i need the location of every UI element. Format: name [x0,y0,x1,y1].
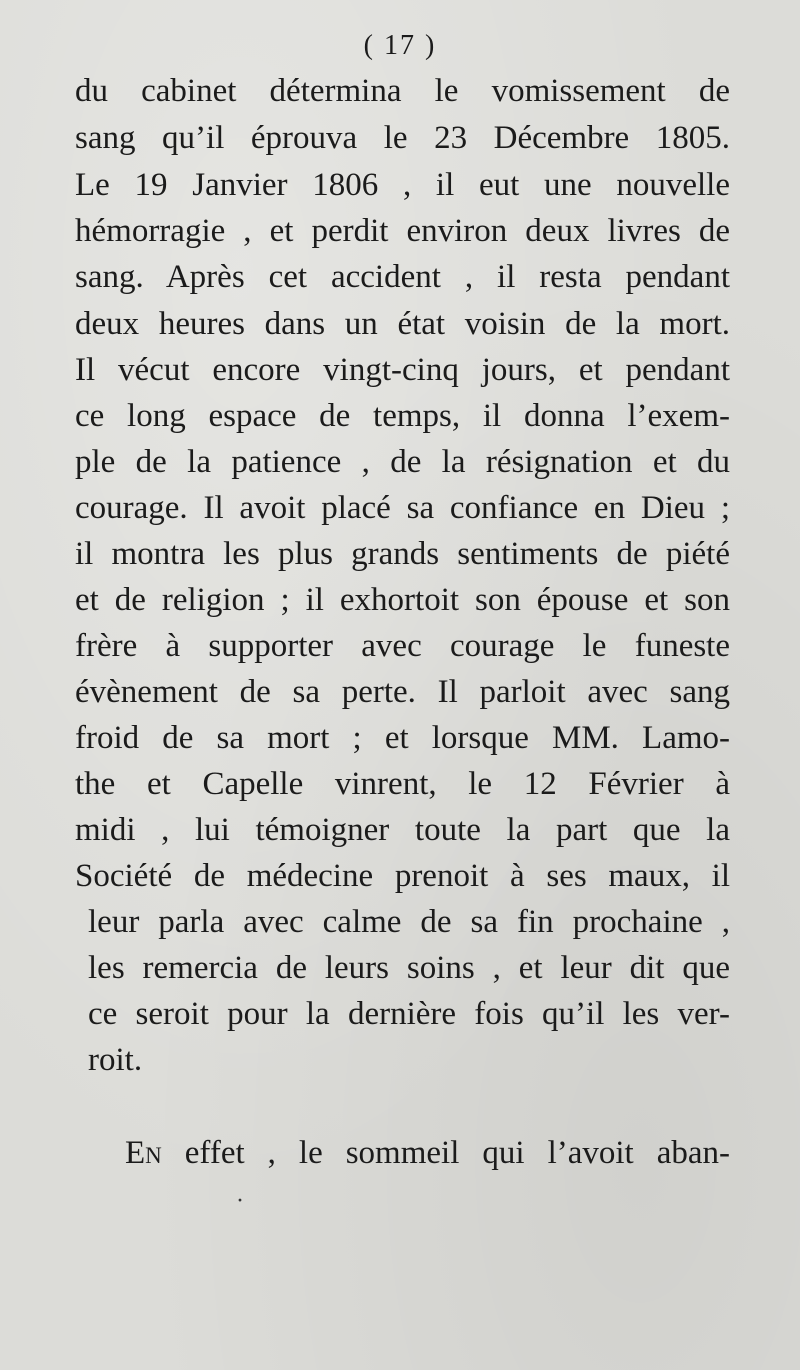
text-line: sang. Après cet accident , il resta pendant [75,259,730,295]
text-line: deux heures dans un état voisin de la mort. [75,306,730,342]
drop-word: En [125,1135,162,1171]
text-line: froid de sa mort ; et lorsque MM. Lamo- [75,720,730,756]
text-line: hémorragie , et perdit environ deux livres de [75,213,730,249]
paragraph-start-line [125,1130,730,1176]
text-line: midi , lui témoigner toute la part que la [75,812,730,848]
ink-speck: · [236,1188,244,1214]
text-line: roit. [88,1042,143,1078]
text-line: ple de la patience , de la résignation et du [75,444,730,480]
text-line: du cabinet détermina le vomissement de [75,73,730,109]
text-line: sang qu’il éprouva le 23 Décembre 1805. [75,120,730,156]
text-line: frère à supporter avec courage le funeste [75,628,730,664]
text-line: les remercia de leurs soins , et leur dit que [88,950,730,986]
text-line: Il vécut encore vingt-cinq jours, et pendant [75,352,730,388]
text-line: il montra les plus grands sentiments de piété [75,536,730,572]
text-line: courage. Il avoit placé sa confiance en Dieu ; [75,490,730,526]
text-line: ce seroit pour la dernière fois qu’il les ver- [88,996,730,1032]
text-line: évènement de sa perte. Il parloit avec sang [75,674,730,710]
text-line: Société de médecine prenoit à ses maux, il [75,858,730,894]
text-line-rest: effet , le sommeil qui l’avoit aban- [161,1135,730,1171]
text-line: ce long espace de temps, il donna l’exem- [75,398,730,434]
text-line: leur parla avec calme de sa fin prochaine , [88,904,730,940]
page-number: ( 17 ) [363,30,437,61]
text-line: the et Capelle vinrent, le 12 Février à [75,766,730,802]
text-line: et de religion ; il exhortoit son épouse et son [75,582,730,618]
text-line: Le 19 Janvier 1806 , il eut une nouvelle [75,167,730,203]
